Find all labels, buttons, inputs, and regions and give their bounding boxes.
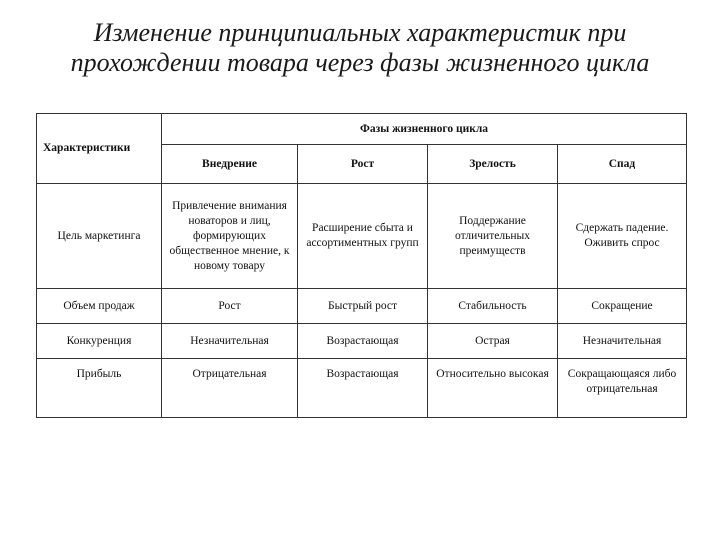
table-cell: Сокращение	[558, 289, 687, 324]
table-cell: Незначительная	[558, 324, 687, 359]
lifecycle-table	[36, 113, 687, 418]
row-label: Объем продаж	[37, 289, 162, 324]
slide-title	[0, 18, 720, 78]
table-cell: Стабильность	[428, 289, 558, 324]
phase-growth: Рост	[298, 145, 428, 184]
table-cell: Возрастающая	[298, 324, 428, 359]
table-row	[37, 184, 687, 289]
table-cell: Острая	[428, 324, 558, 359]
table-cell: Привлечение внимания новаторов и лиц, формирующих общественное мнение, к новому товару	[162, 184, 298, 289]
characteristics-header: Характеристики	[37, 114, 162, 184]
table-cell: Сдержать падение. Оживить спрос	[558, 184, 687, 289]
table-cell: Расширение сбыта и ассортиментных групп	[298, 184, 428, 289]
phase-decline: Спад	[558, 145, 687, 184]
row-label: Цель маркетинга	[37, 184, 162, 289]
table-cell: Незначительная	[162, 324, 298, 359]
table-cell: Поддержание отличительных преимуществ	[428, 184, 558, 289]
phase-maturity: Зрелость	[428, 145, 558, 184]
row-label: Конкуренция	[37, 324, 162, 359]
table-cell: Рост	[162, 289, 298, 324]
phases-header: Фазы жизненного цикла	[162, 114, 687, 145]
table-row	[37, 289, 687, 324]
phase-introduction: Внедрение	[162, 145, 298, 184]
table-cell: Возрастающая	[298, 359, 428, 418]
table-cell: Относительно высокая	[428, 359, 558, 418]
table-cell: Отрицательная	[162, 359, 298, 418]
table-row	[37, 324, 687, 359]
table-cell: Сокращающаяся либо отрицательная	[558, 359, 687, 418]
row-label: Прибыль	[37, 359, 162, 418]
table-row	[37, 359, 687, 418]
table-cell: Быстрый рост	[298, 289, 428, 324]
title-line-2: прохождении товара через фазы жизненного цикла	[70, 48, 650, 77]
header-row	[37, 114, 687, 145]
title-line-1: Изменение принципиальных характеристик при	[93, 18, 627, 47]
